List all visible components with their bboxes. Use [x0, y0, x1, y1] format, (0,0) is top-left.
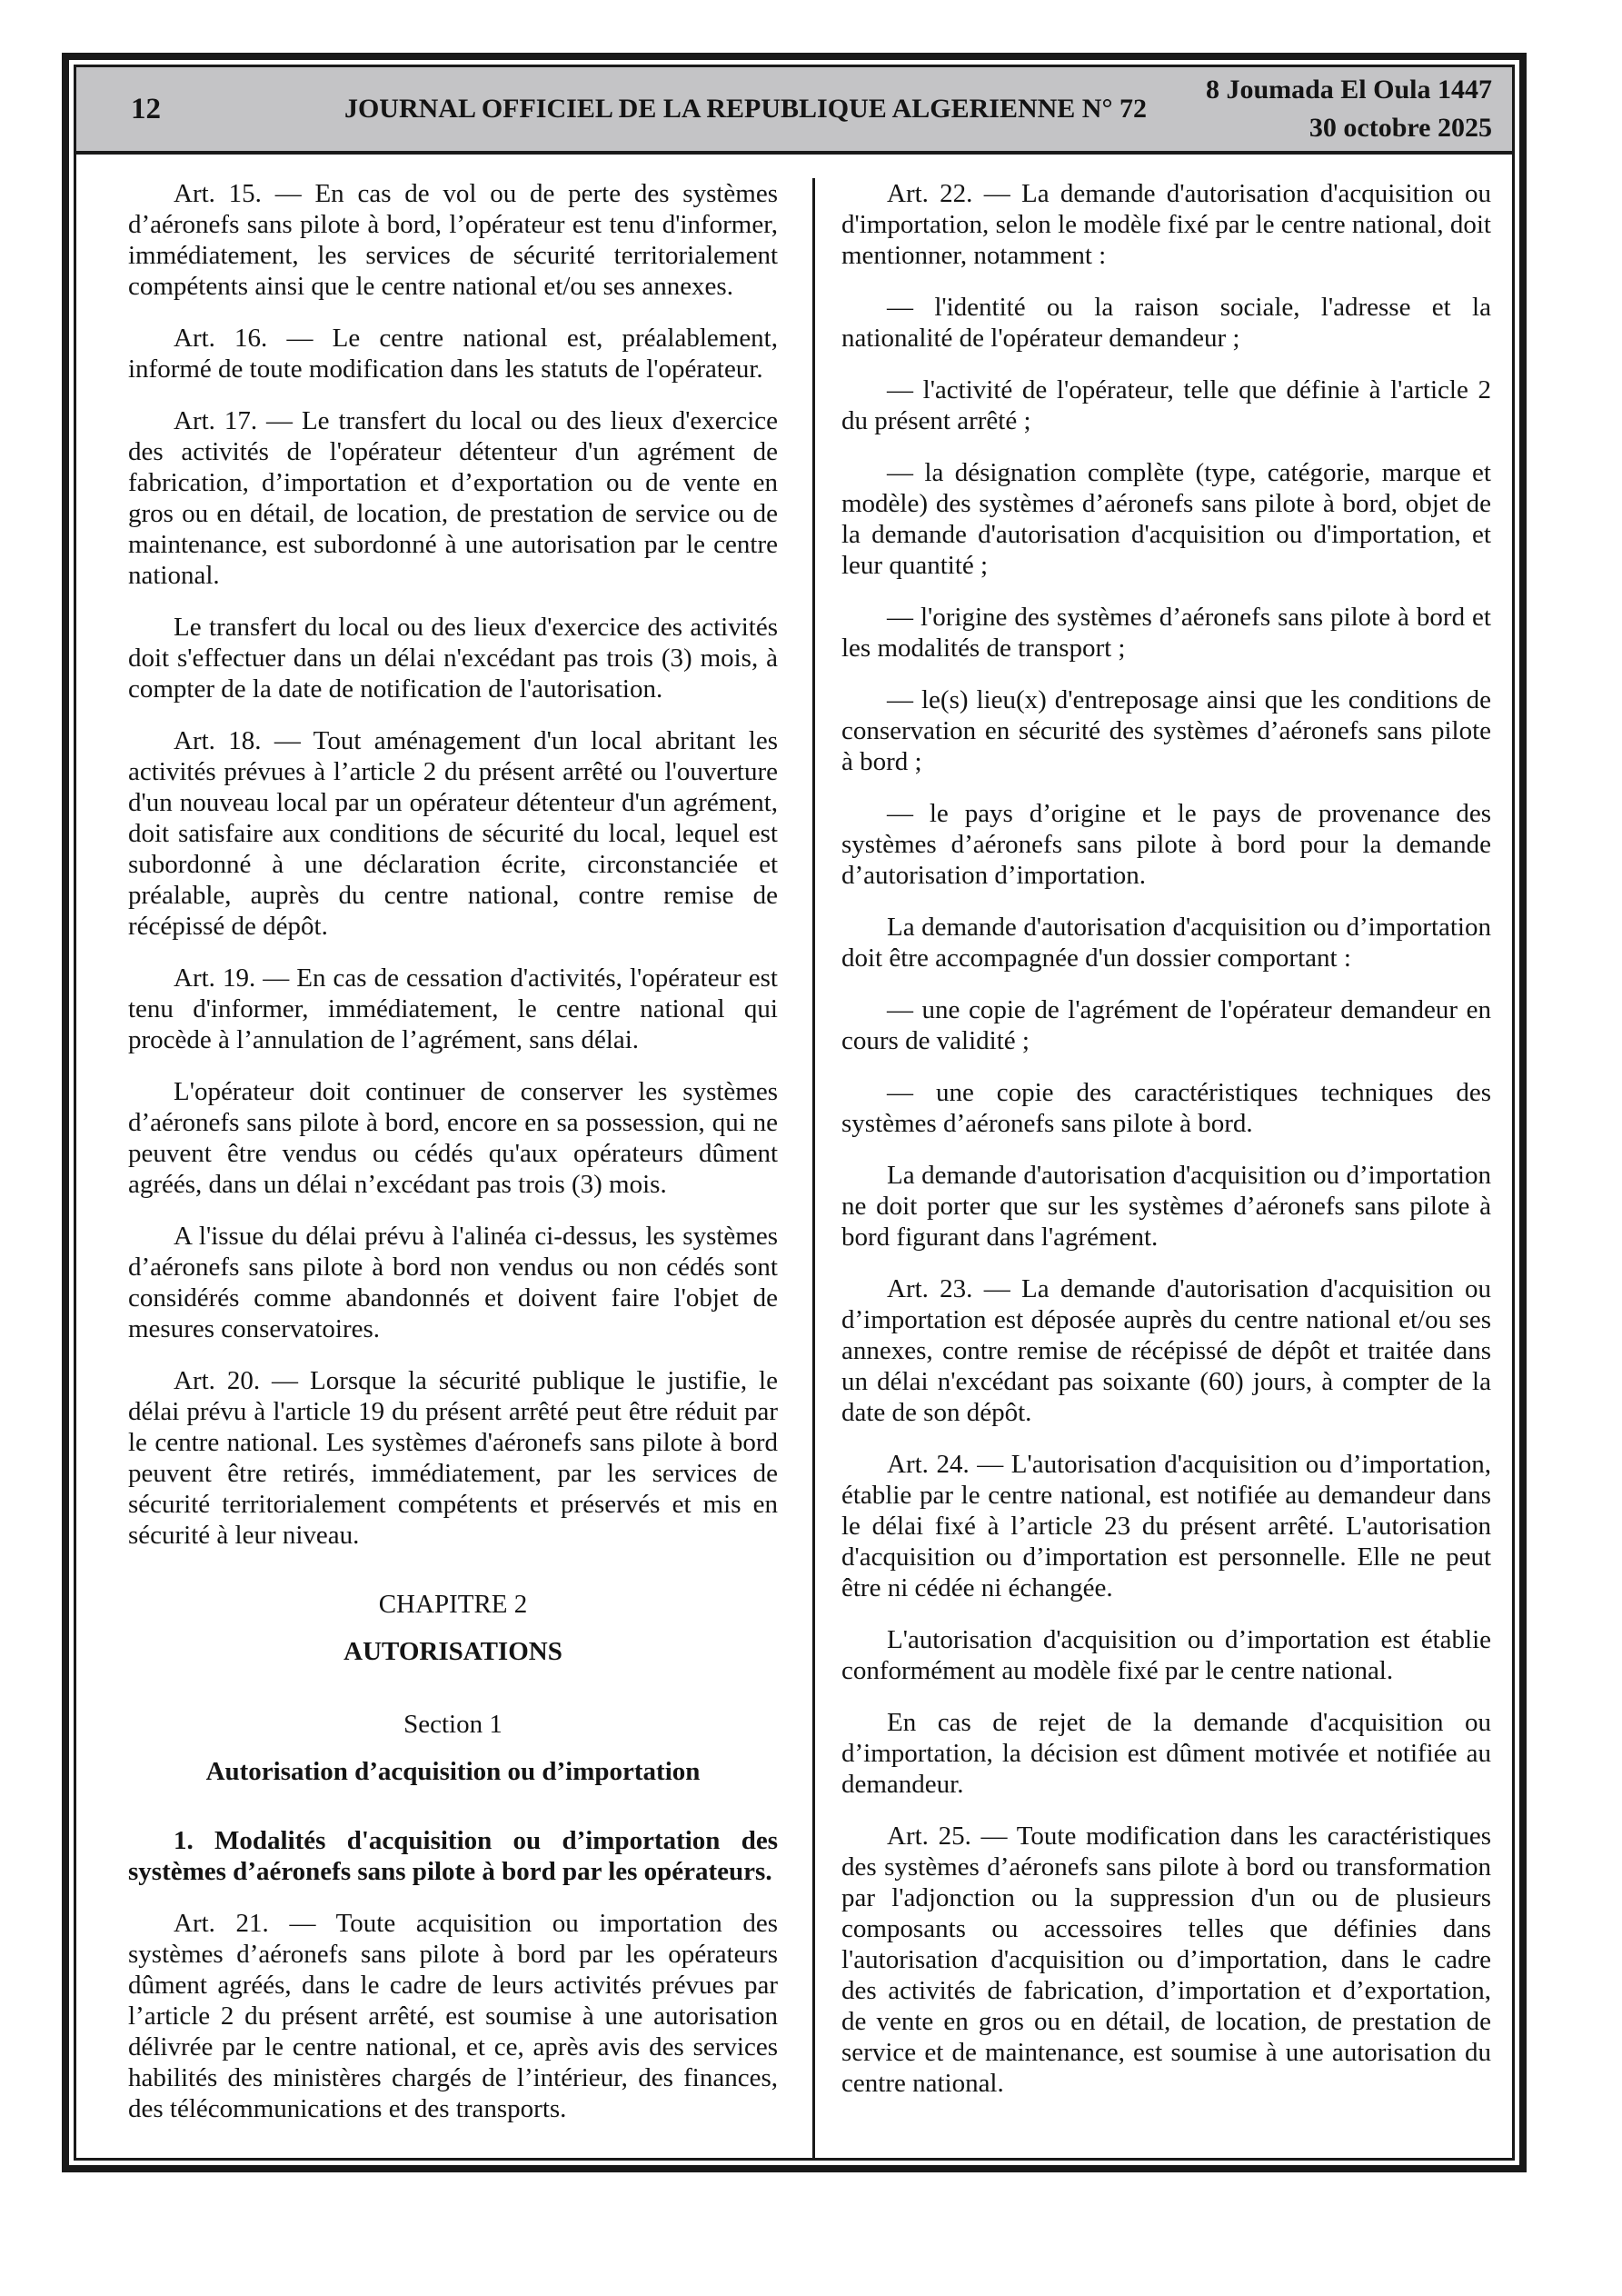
- article-paragraph: Art. 21. — Toute acquisition ou importation des systèmes d’aéronefs sans pilote à bord par les opérateurs dûment agréés, dans le cadre de leurs activités prévues par l’article 2 du présent arrêté, est soumise à une autorisation délivrée par le centre national, et ce, après avis des services habilités des ministères chargés de l’intérieur, des finances, des télécommunications et des transports.: [128, 1909, 778, 2123]
- heading: CHAPITRE 2: [378, 1590, 528, 1619]
- article-paragraph: Art. 17. — Le transfert du local ou des lieux d'exercice des activités de l'opérateur détenteur d'un agrément de fabrication, d’importation et d’exportation ou de vente en gros ou en détail, de location, de prestation de service ou de maintenance, est subordonné à une autorisation par le centre national.: [128, 406, 778, 590]
- article-paragraph: Art. 25. — Toute modification dans les caractéristiques des systèmes d’aéronefs sans pilote à bord ou transformation par l'adjonction ou la suppression d'un ou de plusieurs composants ou accessoires telles que définies dans l'autorisation d'acquisition ou d’importation, dans le cadre des activités de fabrication, d’importation et d’exportation, de vente en gros ou en détail, de location, de prestation de service et de maintenance, est soumise à une autorisation du centre national.: [841, 1822, 1491, 2098]
- right-column: [841, 178, 1491, 2158]
- article-paragraph: La demande d'autorisation d'acquisition ou d’importation ne doit porter que sur les systèmes d’aéronefs sans pilote à bord figurant dans l'agrément.: [841, 1161, 1491, 1252]
- article-paragraph: — l'identité ou la raison sociale, l'adresse et la nationalité de l'opérateur demandeur ;: [841, 293, 1491, 353]
- article-paragraph: 1. Modalités d'acquisition ou d’importation des systèmes d’aéronefs sans pilote à bord par les opérateurs.: [128, 1826, 778, 1886]
- article-paragraph: Art. 18. — Tout aménagement d'un local abritant les activités prévues à l’article 2 du présent arrêté ou l'ouverture d'un nouveau local par un opérateur détenteur d'un agrément, doit satisfaire aux conditions de sécurité du local, lequel est subordonné à une déclaration écrite, circonstanciée et préalable, auprès du centre national, contre remise de récépissé de dépôt.: [128, 726, 778, 941]
- article-paragraph: Art. 23. — La demande d'autorisation d'acquisition ou d’importation est déposée auprès du centre national et/ou ses annexes, contre remise de récépissé de dépôt et traitée dans un délai n'excédant pas soixante (60) jours, à compter de la date de son dépôt.: [841, 1274, 1491, 1427]
- article-paragraph: — la désignation complète (type, catégorie, marque et modèle) des systèmes d’aéronefs sans pilote à bord, objet de la demande d'autorisation d'acquisition ou d'importation, et leur quantité ;: [841, 458, 1491, 580]
- page-number: 12: [131, 92, 161, 125]
- issue-date-hijri: 8 Joumada El Oula 1447: [1205, 75, 1492, 105]
- left-column: [128, 178, 778, 2158]
- article-paragraph: L'opérateur doit continuer de conserver les systèmes d’aéronefs sans pilote à bord, encore en sa possession, qui ne peuvent être vendus ou cédés qu'aux opérateurs dûment agréés, dans un délai n’excédant pas trois (3) mois.: [128, 1077, 778, 1199]
- heading: AUTORISATIONS: [343, 1637, 562, 1666]
- article-paragraph: L'autorisation d'acquisition ou d’importation est établie conformément au modèle fixé par le centre national.: [841, 1625, 1491, 1685]
- article-paragraph: — une copie des caractéristiques techniques des systèmes d’aéronefs sans pilote à bord.: [841, 1078, 1491, 1138]
- issue-date-gregorian: 30 octobre 2025: [1309, 113, 1492, 143]
- article-paragraph: Le transfert du local ou des lieux d'exercice des activités doit s'effectuer dans un délai n'excédant pas trois (3) mois, à compter de la date de notification de l'autorisation.: [128, 613, 778, 704]
- page-frame: [62, 53, 1527, 2172]
- issue-date: [1206, 71, 1512, 147]
- article-paragraph: Art. 20. — Lorsque la sécurité publique le justifie, le délai prévu à l'article 19 du présent arrêté peut être réduit par le centre national. Les systèmes d'aéronefs sans pilote à bord peuvent être retirés, immédiatement, par les services de sécurité territorialement compétents et préservés et mis en sécurité à leur niveau.: [128, 1366, 778, 1550]
- article-paragraph: — l'origine des systèmes d’aéronefs sans pilote à bord et les modalités de transport ;: [841, 603, 1491, 663]
- article-paragraph: A l'issue du délai prévu à l'alinéa ci-dessus, les systèmes d’aéronefs sans pilote à bord non vendus ou non cédés sont considérés comme abandonnés et doivent faire l'objet de mesures conservatoires.: [128, 1222, 778, 1343]
- journal-title: JOURNAL OFFICIEL DE LA REPUBLIQUE ALGERIENNE N° 72: [343, 94, 1147, 124]
- article-paragraph: En cas de rejet de la demande d'acquisition ou d’importation, la décision est dûment motivée et notifiée au demandeur.: [841, 1708, 1491, 1799]
- journal-masthead: [76, 67, 1512, 155]
- article-paragraph: Art. 22. — La demande d'autorisation d'acquisition ou d'importation, selon le modèle fixé par le centre national, doit mentionner, notamment :: [841, 179, 1491, 270]
- article-paragraph: Art. 19. — En cas de cessation d'activités, l'opérateur est tenu d'informer, immédiatement, le centre national qui procède à l’annulation de l’agrément, sans délai.: [128, 963, 778, 1054]
- heading: Autorisation d’acquisition ou d’importation: [205, 1757, 701, 1786]
- article-paragraph: Art. 16. — Le centre national est, préalablement, informé de toute modification dans les statuts de l'opérateur.: [128, 324, 778, 384]
- column-divider-rule: [812, 178, 815, 2158]
- page-inner-frame: [74, 65, 1515, 2161]
- article-paragraph: — le(s) lieu(x) d'entreposage ainsi que les conditions de conservation en sécurité des systèmes d’aéronefs sans pilote à bord ;: [841, 685, 1491, 776]
- article-paragraph: — une copie de l'agrément de l'opérateur demandeur en cours de validité ;: [841, 995, 1491, 1055]
- article-paragraph: — l'activité de l'opérateur, telle que définie à l'article 2 du présent arrêté ;: [841, 375, 1491, 435]
- article-paragraph: La demande d'autorisation d'acquisition ou d’importation doit être accompagnée d'un dossier comportant :: [841, 913, 1491, 973]
- heading: Section 1: [403, 1710, 503, 1739]
- article-paragraph: — le pays d’origine et le pays de provenance des systèmes d’aéronefs sans pilote à bord pour la demande d’autorisation d’importation.: [841, 799, 1491, 890]
- article-paragraph: Art. 24. — L'autorisation d'acquisition ou d’importation, établie par le centre national, est notifiée au demandeur dans le délai fixé à l’article 23 du présent arrêté. L'autorisation d'acquisition ou d’importation est personnelle. Elle ne peut être ni cédée ni échangée.: [841, 1450, 1491, 1602]
- page-body: [76, 155, 1512, 2158]
- article-paragraph: Art. 15. — En cas de vol ou de perte des systèmes d’aéronefs sans pilote à bord, l’opérateur est tenu d'informer, immédiatement, les services de sécurité territorialement compétents ainsi que le centre national et/ou ses annexes.: [128, 179, 778, 301]
